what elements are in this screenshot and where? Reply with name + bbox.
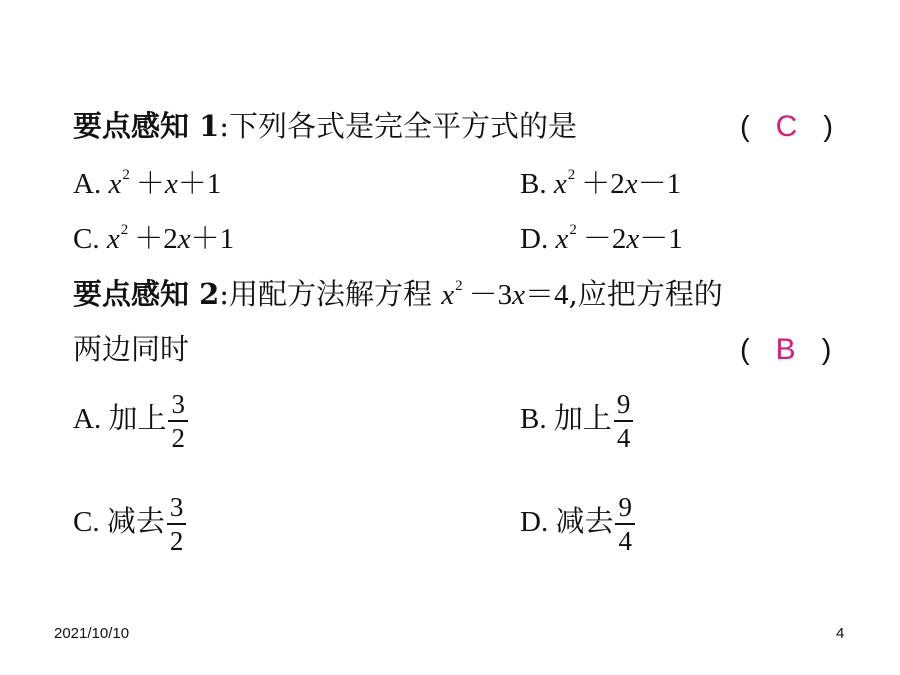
q2-heading: 要点感知 2 [73, 277, 220, 311]
q1-answer-blank [740, 112, 833, 142]
fraction-denominator: 4 [616, 423, 631, 454]
equation-rhs: ＝4 [525, 279, 569, 311]
option-label: D. [520, 506, 549, 538]
fraction-denominator: 2 [169, 526, 184, 557]
q1-paren-open: ( [740, 111, 750, 143]
fraction-numerator: 3 [168, 390, 188, 422]
q2-prompt: :用配方法解方程 [219, 277, 433, 311]
q1-prompt: :下列各式是完全平方式的是 [219, 109, 578, 143]
operator: ＋1 [190, 223, 235, 255]
q1-option-d [520, 223, 683, 254]
variable: x [626, 223, 640, 255]
exponent: 2 [122, 167, 130, 183]
operator: ＋2 [134, 223, 178, 255]
q2-option-b [520, 390, 633, 453]
variable: x [108, 168, 122, 200]
exponent: 2 [569, 222, 577, 238]
option-label: C. [73, 506, 100, 538]
exponent: 2 [120, 222, 129, 238]
operator: －1 [639, 223, 683, 255]
q2-prompt-tail: ,应把方程的 [568, 277, 723, 311]
q1-heading: 要点感知 1 [73, 109, 220, 143]
q2-stem-line2: 两边同时 [73, 332, 190, 366]
fraction-denominator: 2 [171, 423, 185, 454]
variable: x [106, 223, 120, 255]
option-text: 减去 [106, 506, 165, 538]
variable: x [555, 223, 569, 255]
option-label: C. [73, 223, 100, 255]
footer-date: 2021/10/10 [54, 625, 130, 642]
variable: x [441, 279, 455, 311]
fraction-numerator: 3 [167, 493, 187, 525]
q2-equation [441, 279, 568, 311]
fraction-numerator: 9 [614, 390, 634, 422]
footer-page-number: 4 [836, 625, 845, 642]
q1-option-c [73, 223, 234, 254]
option-label: B. [520, 168, 547, 200]
option-text: 加上 [108, 403, 167, 435]
option-text: 减去 [555, 506, 614, 538]
q1-option-a [73, 168, 221, 199]
option-label: B. [520, 403, 547, 435]
operator: ＋2 [581, 168, 625, 200]
option-label: D. [520, 223, 549, 255]
option-text: 加上 [553, 403, 612, 435]
option-label: A. [73, 403, 102, 435]
q2-answer-blank [740, 335, 831, 365]
fraction [615, 493, 635, 556]
operator: ＋ [135, 168, 165, 200]
operator: －1 [637, 168, 682, 200]
variable: x [624, 168, 638, 200]
variable: x [553, 168, 567, 200]
fraction [168, 390, 188, 453]
operator: ＋1 [177, 168, 222, 200]
q1-answer: C [775, 110, 798, 143]
q2-option-d [520, 493, 635, 556]
q1-stem [73, 109, 578, 143]
q2-option-a [73, 390, 188, 453]
q2-paren-open: ( [740, 334, 750, 366]
fraction [167, 493, 187, 556]
fraction-numerator: 9 [615, 493, 635, 525]
q2-option-c [73, 493, 186, 556]
q2-paren-close: ) [821, 334, 832, 366]
q2-stem [73, 279, 723, 310]
exponent: 2 [567, 167, 576, 183]
q1-paren-close: ) [823, 111, 834, 143]
q1-option-b [520, 168, 681, 199]
operator: －3 [468, 279, 513, 311]
variable: x [164, 168, 178, 200]
fraction-denominator: 4 [618, 526, 632, 557]
variable: x [512, 279, 526, 311]
exponent: 2 [455, 278, 463, 294]
variable: x [177, 223, 191, 255]
q2-answer: B [775, 333, 796, 366]
operator: －2 [582, 223, 627, 255]
fraction [614, 390, 634, 453]
option-label: A. [73, 168, 102, 200]
